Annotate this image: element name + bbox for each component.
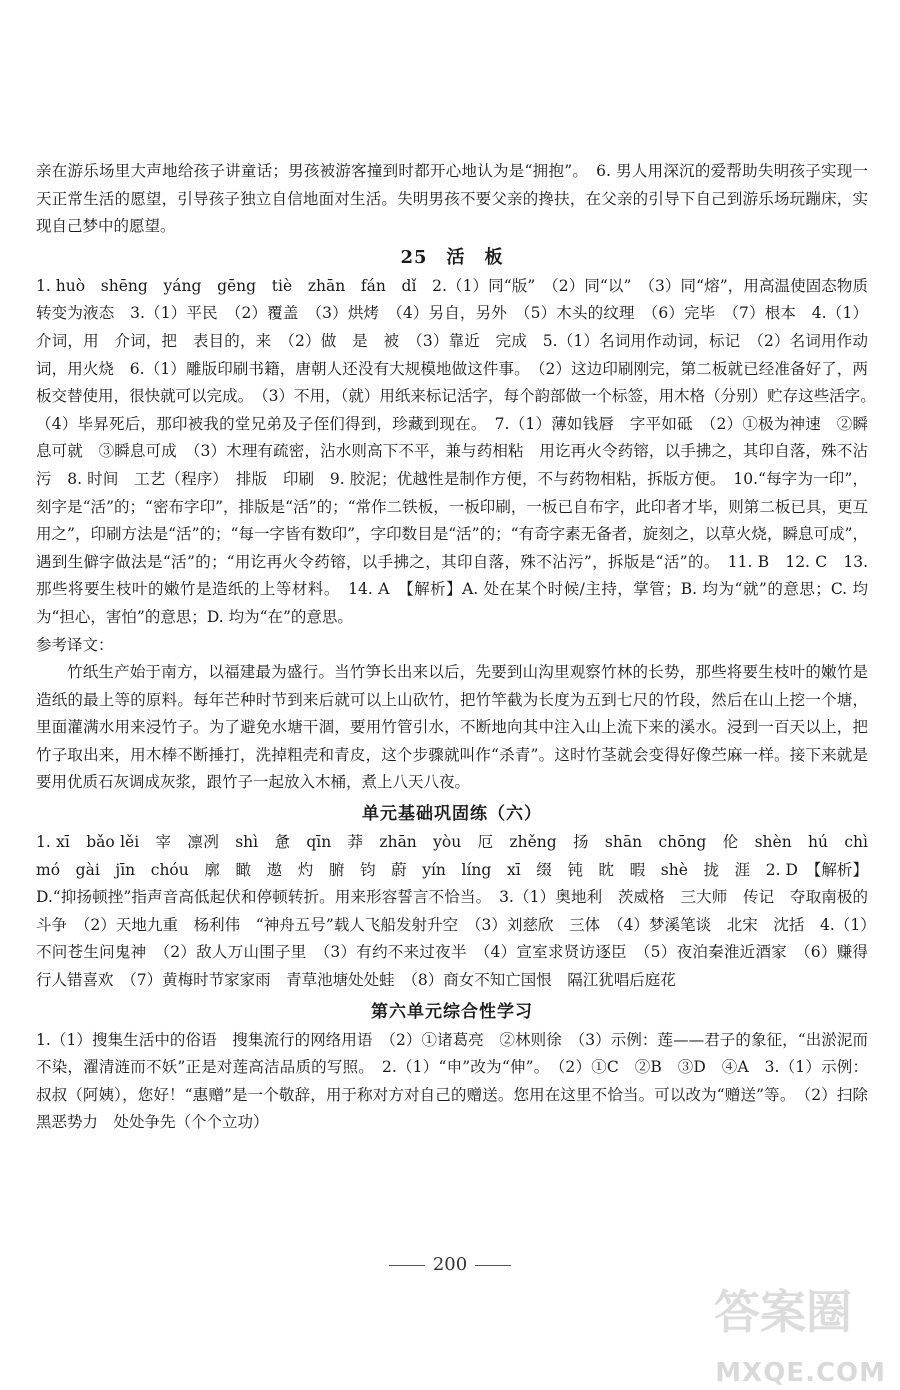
watermark-logo-text: 答案圈 — [714, 1285, 852, 1339]
page-number-text: 200 — [432, 1254, 468, 1275]
translation-text: 竹纸生产始于南方，以福建最为盛行。当竹笋长出来以后，先要到山沟里观察竹林的长势，那些将要生枝叶的嫩竹是造纸的最上等的原料。每年芒种时节到来后就可以上山砍竹，把竹竿截为长度为五到七尺的竹段，然后在山上挖一个塘，里面灌满水用来浸竹子。为了避免水塘干涸，要用竹管引水，不断地向其中注入山上流下来的溪水。浸到一百天以上，把竹子取出来，用木棒不断捶打，洗掉粗壳和青皮，这个步骤就叫作“杀青”。这时竹茎就会变得好像苎麻一样。接下来就是要用优质石灰调成灰浆，跟竹子一起放入木桶，煮上八天八夜。 — [36, 663, 868, 792]
unit-review-title: 单元基础巩固练（六） — [362, 804, 542, 825]
translation-label: 参考译文： — [36, 635, 114, 654]
top-paragraph: 亲在游乐场里大声地给孩子讲童话；男孩被游客撞到时都开心地认为是“拥抱”。 6. 男人用深沉的爱帮助失明孩子实现一天正常生活的愿望，引导孩子独立自信地面对生活。失明男孩不要父亲的搀扶，在父亲的引导下自己到游乐场玩蹦床，实现自己梦中的愿望。 — [36, 162, 868, 236]
page-number-left-dash — [389, 1265, 425, 1266]
page-content — [36, 158, 884, 1137]
section-25-answers: 1. huò shēng yáng gēng tiè zhān fán dǐ 2.（1）同“版” （2）同“以” （3）同“熔”，用高温使固态物质转变为液态 3.（1）平民 （2）覆盖 （3）烘烤 （4）另自，另外 （5）木头的纹理 （6）完毕 （7）根本 4.（1）介词，用 介词，把 表目的，来 （2）做 是 被 （3）靠近 完成 5.（1）名词用作动词，标记 （2）名词用作动词，用火烧 6.（1）雕版印刷书籍，唐朝人还没有大规模地做这件事。 （2）这边印刷刚完，第二板就已经准备好了，两板交替使用，很快就可以完成。 （3）不用，（就）用纸来标记活字，每个韵部做一个标签，用木格（分别）贮存这些活字。 （4）毕昇死后，那印被我的堂兄弟及子侄们得到，珍藏到现在。 7.（1）薄如钱唇 字平如砥 （2）①极为神速 ②瞬息可就 ③瞬息可成 （3）木理有疏密，沾水则高下不平，兼与药相粘 用讫再火令药镕，以手拂之，其印自落，殊不沾污 8. 时间 工艺（程序） 排版 印刷 9. 胶泥；优越性是制作方便，不与药物相粘，拆版方便。 10.“每字为一印”，刻字是“活”的；“密布字印”，排版是“活”的；“常作二铁板，一板印刷，一板已自布字，此印者才毕，则第二板已具，更互用之”，印刷方法是“活”的；“每一字皆有数印”，字印数目是“活”的；“有奇字素无备者，旋刻之，以草火烧，瞬息可成”，遇到生僻字做法是“活”的；“用讫再火令药镕，以手拂之，其印自落，殊不沾污”，拆版是“活”的。 11. B 12. C 13. 那些将要生枝叶的嫩竹是造纸的上等材料。 14. A 【解析】A. 处在某个时候/主持，掌管；B. 均为“就”的意思；C. 均为“担心，害怕”的意思；D. 均为“在”的意思。 — [36, 276, 884, 626]
unit-comprehensive-title: 第六单元综合性学习 — [371, 1001, 533, 1022]
section-25-title: 25 活 板 — [400, 246, 504, 268]
page-number-right-dash — [475, 1265, 511, 1266]
watermark-text: MXQE.COM — [715, 1358, 886, 1388]
unit-comprehensive-answers: 1.（1）搜集生活中的俗语 搜集流行的网络用语 （2）①诸葛亮 ②林则徐 （3）示例：莲——君子的象征，“出淤泥而不染，濯清涟而不妖”正是对莲高洁品质的写照。 2.（1）“申”改为“伸”。 （2）①C ②B ③D ④A 3.（1）示例：叔叔（阿姨），您好！“惠赠”是一个敬辞，用于称对方对自己的赠送。您用在这里不恰当。可以改为“赠送”等。 （2）扫除黑恶势力 处处争先（个个立功） — [36, 1030, 868, 1132]
unit-review-answers: 1. xī bǎo lěi 宰 凛冽 shì 惫 qīn 莽 zhān yòu 厄 zhěng 扬 shān chōng 伦 shèn hú chì mó gài jīn chóu 廓 瞰 遨 灼 腑 钧 蔚 yín líng xī 缀 钝 眈 暇 shè 拢 涯 2. D 【解析】D.“抑扬顿挫”指声音高低起伏和停顿转折。用来形容誓言不恰当。 3.（1）奥地利 茨威格 三大师 传记 夺取南极的斗争 （2）天地九重 杨利伟 “神舟五号”载人飞船发射升空 （3）刘慈欣 三体 （4）梦溪笔谈 北宋 沈括 4.（1）不问苍生问鬼神 （2）敌人万山围子里 （3）有约不来过夜半 （4）宣室求贤访逐臣 （5）夜泊秦淮近酒家 （6）赚得行人错喜欢 （7）黄梅时节家家雨 青草池塘处处蛙 （8）商女不知亡国恨 隔江犹唱后庭花 — [36, 833, 884, 990]
